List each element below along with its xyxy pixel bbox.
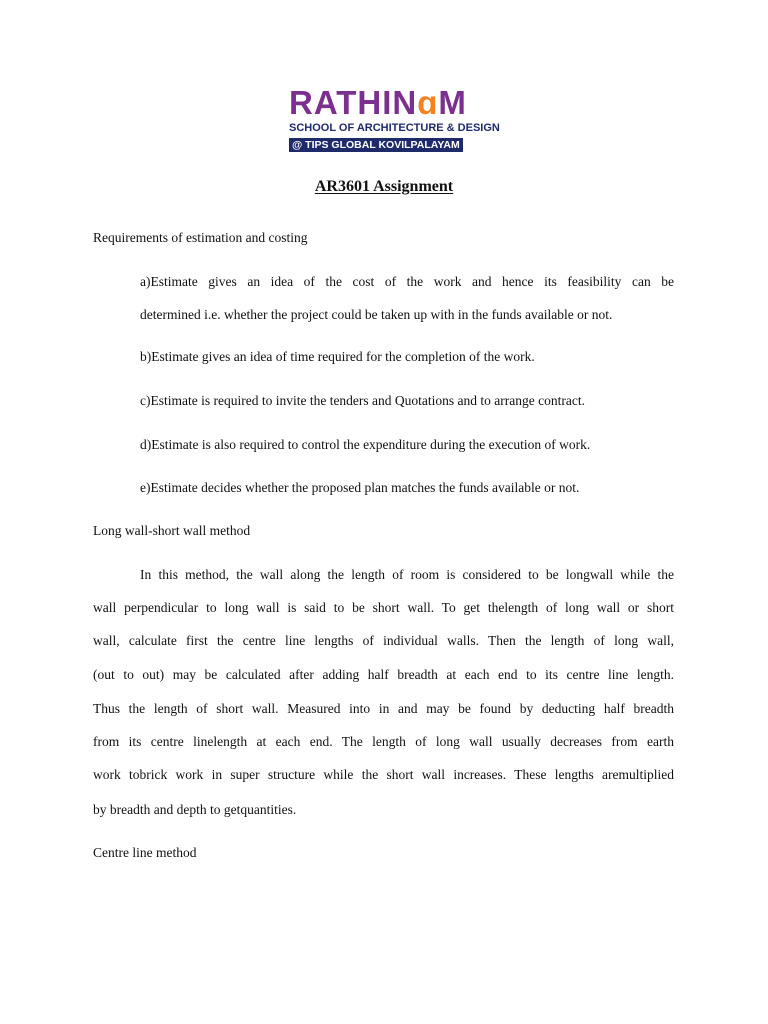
- paragraph-line: Thus the length of short wall. Measured into in and may be found by deducting half breadth: [93, 701, 674, 716]
- paragraph-line: wall perpendicular to long wall is said to be short wall. To get thelength of long wall or short: [93, 600, 674, 615]
- document-title: AR3601 Assignment: [314, 178, 454, 195]
- list-item-e: e)Estimate decides whether the proposed plan matches the funds available or not.: [140, 480, 580, 495]
- logo-school-name: SCHOOL OF ARCHITECTURE & DESIGN: [289, 122, 500, 134]
- paragraph-line: from its centre linelength at each end. The length of long wall usually decreases from earth: [93, 734, 674, 749]
- paragraph-line: wall, calculate first the centre line lengths of individual walls. Then the length of long wall,: [93, 633, 674, 648]
- section-heading-centre-line: Centre line method: [93, 845, 197, 860]
- list-item-a-line1: a)Estimate gives an idea of the cost of the work and hence its feasibility can be: [140, 274, 674, 289]
- paragraph-line: In this method, the wall along the length of room is considered to be longwall while the: [140, 567, 674, 582]
- institution-logo: [289, 84, 500, 153]
- logo-campus-banner: @ TIPS GLOBAL KOVILPALAYAM: [289, 138, 463, 152]
- logo-wordmark: RATHINɑM: [289, 84, 467, 121]
- list-item-b: b)Estimate gives an idea of time required for the completion of the work.: [140, 349, 535, 364]
- paragraph-line: work tobrick work in super structure while the short wall increases. These lengths aremultiplied: [93, 767, 674, 782]
- list-item-d: d)Estimate is also required to control the expenditure during the execution of work.: [140, 437, 591, 452]
- section-heading-requirements: Requirements of estimation and costing: [93, 230, 308, 245]
- list-item-c: c)Estimate is required to invite the tenders and Quotations and to arrange contract.: [140, 393, 585, 408]
- section-heading-long-wall: Long wall-short wall method: [93, 523, 251, 538]
- list-item-a-line2: determined i.e. whether the project could be taken up with in the funds available or not.: [140, 307, 613, 322]
- paragraph-line: by breadth and depth to getquantities.: [93, 802, 297, 817]
- paragraph-line: (out to out) may be calculated after adding half breadth at each end to its centre line length.: [93, 667, 674, 682]
